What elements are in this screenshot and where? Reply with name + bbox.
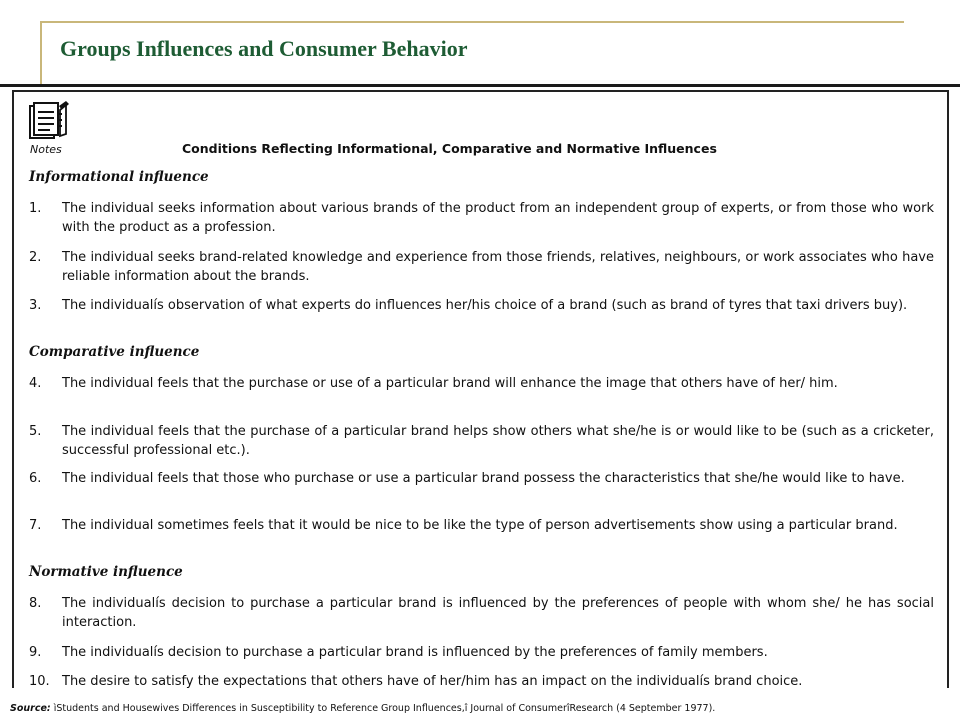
item-number: 6. [29,471,42,486]
list-item [29,199,934,237]
item-text: The individual sometimes feels that it would be nice to be like the type of person advertisements show using a particular brand. [62,518,898,533]
list-item [29,469,934,488]
list-item [29,248,934,286]
notebook-icon [28,100,70,140]
list-item [29,594,934,632]
item-number: 3. [29,298,42,313]
item-text: The desire to satisfy the expectations that others have of her/him has an impact on the individualís brand choice. [62,674,803,689]
item-text: The individualís observation of what experts do influences her/his choice of a brand (such as brand of tyres that taxi drivers buy). [62,298,908,313]
item-text: The individual feels that the purchase of a particular brand helps show others what she/he is or would like to be (such as a cricketer, successful professional etc.). [62,424,934,458]
section-heading-comparative: Comparative influence [29,344,200,360]
table-title: Conditions Reflecting Informational, Comparative and Normative Influences [182,141,717,156]
item-number: 5. [29,424,42,439]
slide-title: Groups Influences and Consumer Behavior [60,36,468,61]
title-left-rule [40,21,42,85]
item-number: 8. [29,596,42,611]
item-text: The individual feels that the purchase or use of a particular brand will enhance the image that others have of her/ him. [62,376,838,391]
source-citation [10,703,715,714]
list-item [29,672,934,691]
title-top-rule [40,21,904,23]
item-text: The individualís decision to purchase a particular brand is influenced by the preferences of people with whom she/ he has social interaction. [62,596,934,630]
item-number: 4. [29,376,42,391]
notes-label: Notes [30,143,62,156]
item-number: 2. [29,250,42,265]
header-divider [0,84,960,87]
section-heading-informational: Informational influence [29,169,209,185]
list-item [29,643,934,662]
item-number: 9. [29,645,42,660]
scanned-page-right-edge [947,90,949,688]
item-number: 7. [29,518,42,533]
source-text: ìStudents and Housewives Differences in Susceptibility to Reference Group Influences,î Journal of ConsumerîResearch (4 September 1977). [50,703,716,714]
list-item [29,516,934,535]
list-item [29,422,934,460]
section-heading-normative: Normative influence [29,564,183,580]
item-text: The individualís decision to purchase a particular brand is influenced by the preferences of family members. [62,645,768,660]
item-text: The individual seeks brand-related knowledge and experience from those friends, relatives, neighbours, or work associates who have reliable information about the brands. [62,250,934,284]
source-label: Source: [10,703,51,714]
item-text: The individual seeks information about various brands of the product from an independent group of experts, or from those who work with the product as a profession. [62,201,934,235]
list-item [29,296,934,315]
item-number: 1. [29,201,42,216]
item-text: The individual feels that those who purchase or use a particular brand possess the characteristics that she/he would like to have. [62,471,905,486]
list-item [29,374,934,393]
item-number: 10. [29,674,50,689]
